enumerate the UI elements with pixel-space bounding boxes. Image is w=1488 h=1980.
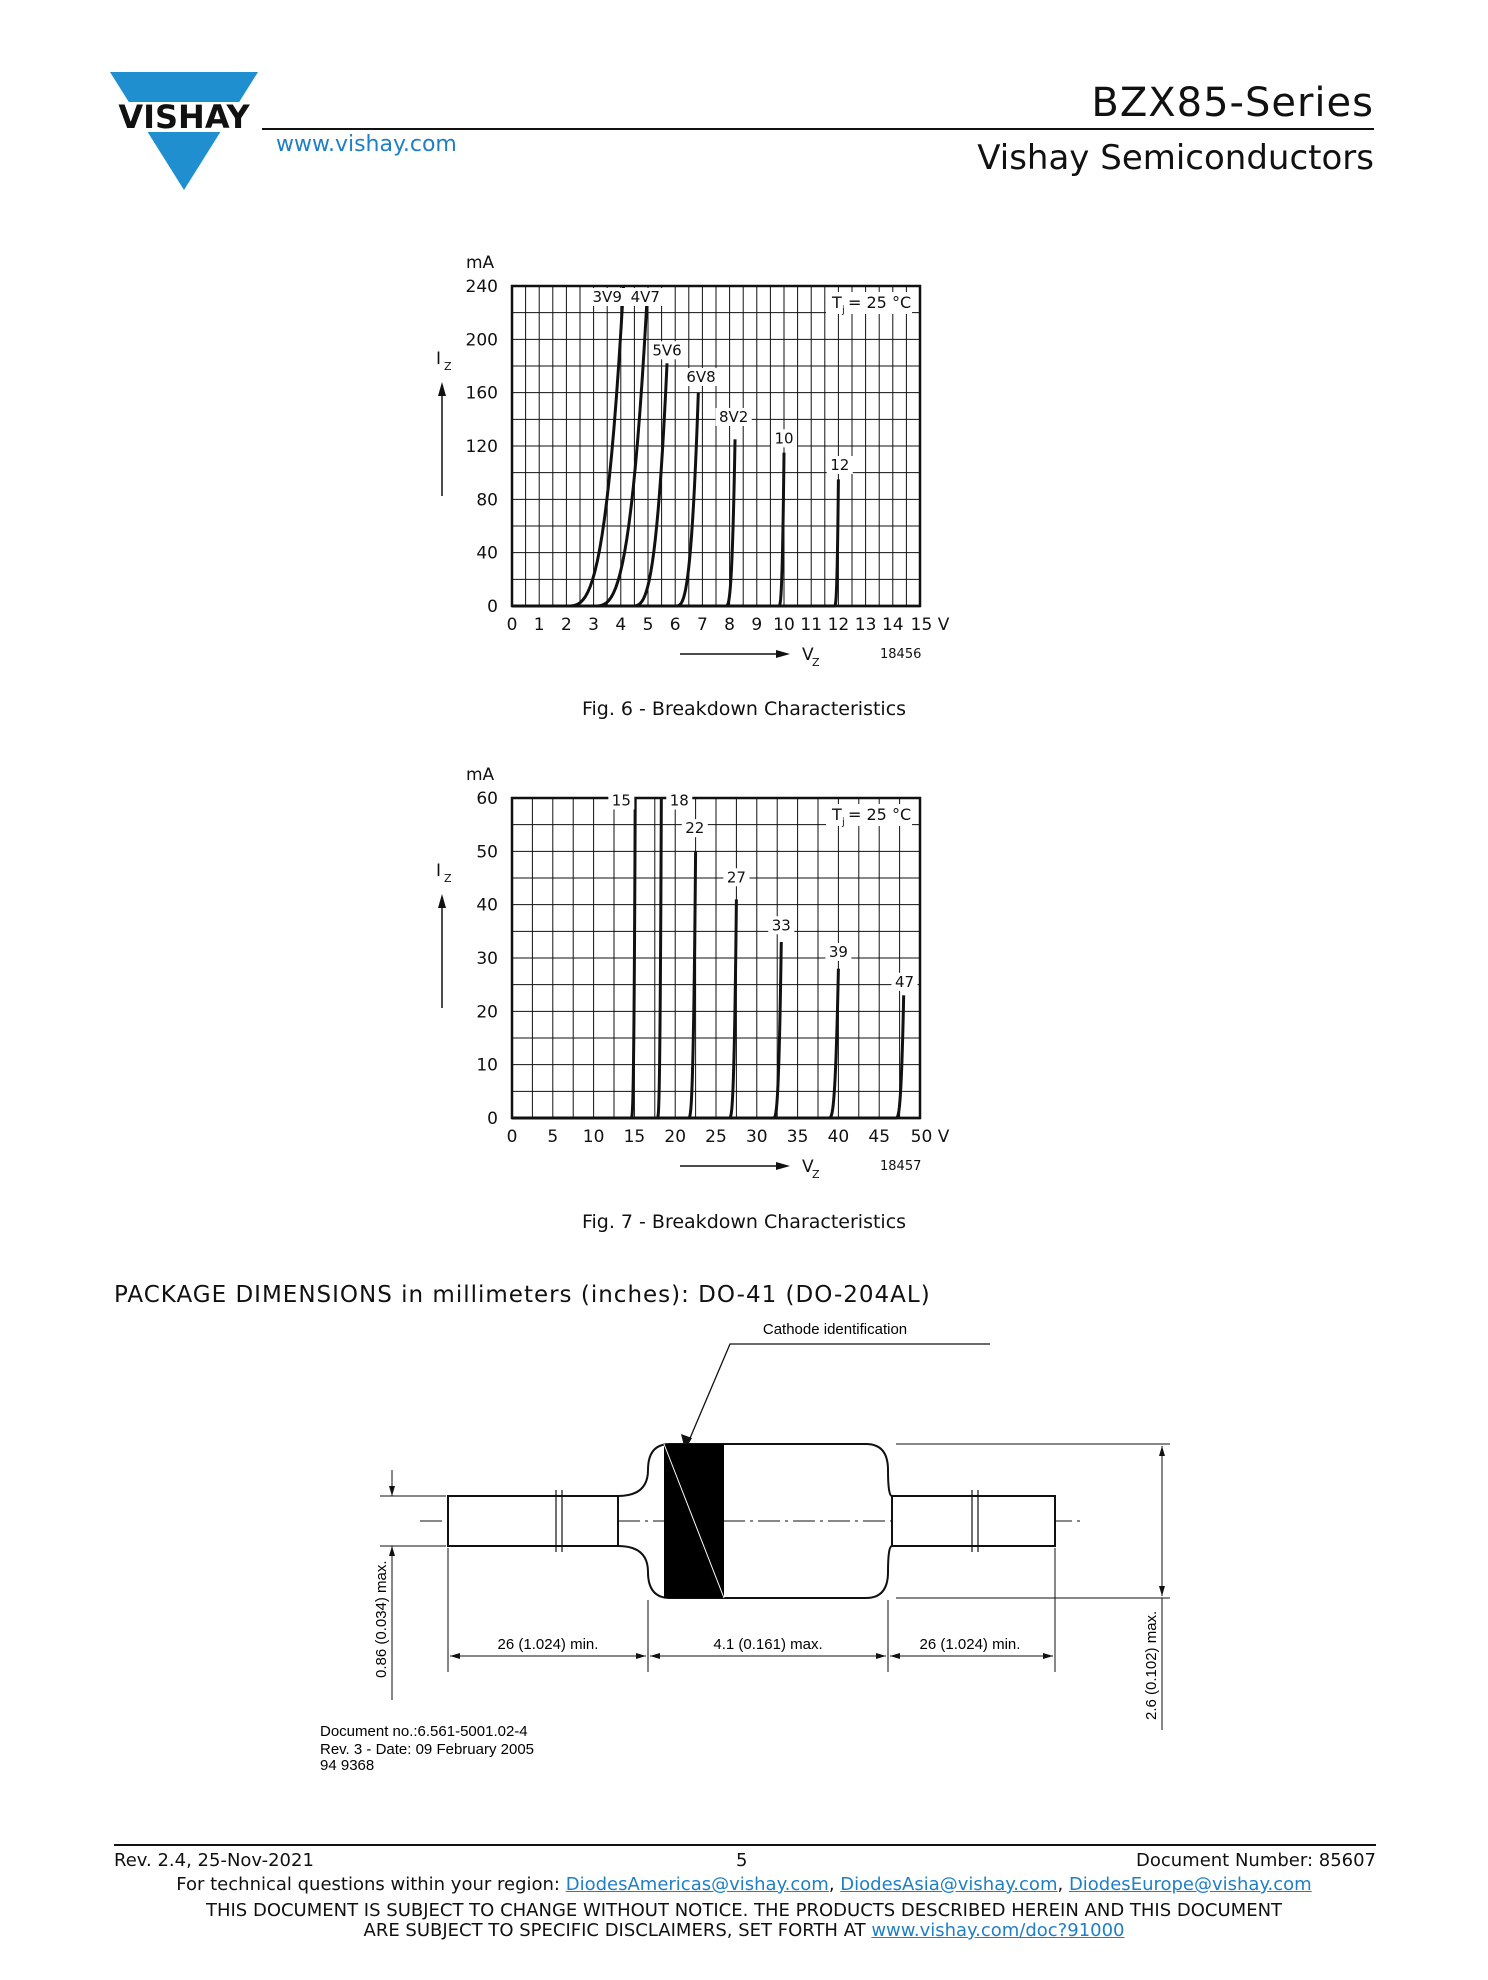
annotation-sub: j xyxy=(842,305,845,316)
tech-prefix: For technical questions within your region: xyxy=(176,1874,566,1895)
series-label-5V6: 5V6 xyxy=(652,341,682,360)
x-tick-label: 35 xyxy=(786,1127,809,1147)
x-tick-label: 5 xyxy=(642,615,654,635)
series-label-39: 39 xyxy=(828,942,848,961)
x-axis-label-sub: Z xyxy=(812,1168,820,1181)
y-tick-label: 40 xyxy=(476,543,498,564)
drawing-rev: Rev. 3 - Date: 09 February 2005 xyxy=(320,1741,534,1758)
y-axis-label: I xyxy=(436,349,442,369)
doc-subtitle: Vishay Semiconductors xyxy=(977,138,1374,178)
series-curve-5V6 xyxy=(512,363,667,606)
y-axis-arrowhead xyxy=(438,382,446,396)
separator: , xyxy=(1057,1874,1069,1895)
x-tick-label: 0 xyxy=(506,1127,518,1147)
figure-id: 18457 xyxy=(880,1159,922,1174)
body-diameter-dim: 2.6 (0.102) max. xyxy=(1143,1610,1160,1720)
series-label-27: 27 xyxy=(726,868,746,887)
y-tick-label: 0 xyxy=(487,597,498,617)
do41-package-drawing xyxy=(300,1310,1200,1780)
y-tick-label: 0 xyxy=(487,1109,498,1129)
document-number: Document Number: 85607 xyxy=(1135,1850,1376,1871)
x-tick-label: 15 V xyxy=(910,615,950,635)
right-lead xyxy=(885,1496,1055,1546)
y-tick-label: 80 xyxy=(476,490,498,511)
x-tick-label: 50 V xyxy=(910,1127,950,1147)
x-tick-label: 0 xyxy=(506,615,518,635)
left-lead xyxy=(448,1496,618,1546)
y-tick-label: 60 xyxy=(476,789,498,809)
separator: , xyxy=(828,1874,841,1895)
x-tick-label: 9 xyxy=(751,615,763,635)
series-curve-4V7 xyxy=(512,306,647,606)
y-axis-arrowhead xyxy=(438,894,446,908)
body-length-dim: 4.1 (0.161) max. xyxy=(713,1636,823,1653)
y-tick-label: 120 xyxy=(465,437,498,457)
email-asia-link[interactable]: DiodesAsia@vishay.com xyxy=(840,1874,1058,1895)
x-tick-label: 30 xyxy=(745,1127,768,1147)
series-label-12: 12 xyxy=(830,456,850,474)
tech-questions-line xyxy=(0,1874,1488,1895)
lead-left-dim: 26 (1.024) min. xyxy=(497,1636,599,1653)
x-tick-label: 3 xyxy=(588,615,600,635)
breakdown-chart-fig6 xyxy=(420,240,1080,680)
disclaimer-link[interactable]: www.vishay.com/doc?91000 xyxy=(871,1920,1125,1941)
series-curve-27 xyxy=(512,899,736,1118)
logo-text: VISHAY xyxy=(118,98,250,136)
figure-id: 18456 xyxy=(880,647,922,662)
fig6-caption: Fig. 6 - Breakdown Characteristics xyxy=(581,698,907,720)
x-tick-label: 12 xyxy=(827,615,850,635)
x-axis-label: V xyxy=(802,645,814,665)
y-tick-label: 50 xyxy=(476,842,498,863)
y-tick-label: 200 xyxy=(465,330,498,351)
annotation-label: T xyxy=(832,293,842,312)
y-axis-label: I xyxy=(436,861,442,881)
fig7-caption: Fig. 7 - Breakdown Characteristics xyxy=(581,1211,907,1233)
breakdown-chart-fig7 xyxy=(420,752,1080,1192)
series-curve-47 xyxy=(512,995,904,1118)
x-axis-label-sub: Z xyxy=(812,656,820,669)
chart-grid xyxy=(512,286,920,606)
x-tick-label: 10 xyxy=(582,1127,605,1147)
y-unit-label: mA xyxy=(466,765,495,785)
x-tick-label: 4 xyxy=(615,615,627,635)
cathode-label: Cathode identification xyxy=(762,1321,908,1338)
drawing-id: 94 9368 xyxy=(320,1757,375,1774)
x-tick-label: 5 xyxy=(547,1127,559,1147)
x-tick-label: 2 xyxy=(560,615,572,635)
x-tick-label: 15 xyxy=(623,1127,646,1147)
x-axis-label: V xyxy=(802,1157,814,1177)
y-tick-label: 40 xyxy=(476,895,498,916)
series-label-3V9: 3V9 xyxy=(592,288,622,306)
y-axis-label-sub: Z xyxy=(444,872,452,885)
x-axis-arrowhead xyxy=(776,650,790,658)
package-dimensions-heading: PACKAGE DIMENSIONS in millimeters (inches): DO-41 (DO-204AL) xyxy=(114,1282,931,1308)
x-tick-label: 20 xyxy=(664,1127,687,1147)
y-unit-label: mA xyxy=(466,253,495,273)
series-label-15: 15 xyxy=(611,791,631,810)
lead-right-dim: 26 (1.024) min. xyxy=(919,1636,1021,1653)
vishay-logo xyxy=(104,66,264,196)
series-label-18: 18 xyxy=(669,791,689,810)
disclaimer-text: ARE SUBJECT TO SPECIFIC DISCLAIMERS, SET FORTH AT xyxy=(363,1920,872,1941)
y-tick-label: 20 xyxy=(476,1002,498,1023)
x-axis-arrowhead xyxy=(776,1162,790,1170)
series-label-10: 10 xyxy=(774,429,794,448)
drawing-doc-no: Document no.:6.561-5001.02-4 xyxy=(320,1723,528,1740)
x-tick-label: 8 xyxy=(724,615,736,635)
series-label-33: 33 xyxy=(771,916,791,935)
email-americas-link[interactable]: DiodesAmericas@vishay.com xyxy=(565,1874,829,1895)
disclaimer-line-2 xyxy=(0,1920,1488,1941)
doc-title: BZX85-Series xyxy=(1091,80,1374,126)
email-europe-link[interactable]: DiodesEurope@vishay.com xyxy=(1068,1874,1312,1895)
x-tick-label: 10 xyxy=(773,615,795,635)
disclaimer-line-1: THIS DOCUMENT IS SUBJECT TO CHANGE WITHOUT NOTICE. THE PRODUCTS DESCRIBED HEREIN AND THIS DOCUMENT xyxy=(205,1900,1283,1921)
annotation-text: = 25 °C xyxy=(848,805,912,824)
page-number: 5 xyxy=(736,1850,748,1871)
vishay-url-link[interactable]: www.vishay.com xyxy=(276,132,457,157)
header-rule xyxy=(262,128,1374,130)
chart-grid xyxy=(512,798,920,1118)
footer-rule xyxy=(114,1844,1376,1846)
x-tick-label: 45 xyxy=(868,1127,891,1147)
series-label-6V8: 6V8 xyxy=(686,368,716,386)
y-tick-label: 160 xyxy=(465,383,498,404)
x-tick-label: 40 xyxy=(827,1127,850,1147)
x-tick-label: 11 xyxy=(800,615,823,635)
x-tick-label: 25 xyxy=(705,1127,727,1147)
annotation-label: T xyxy=(832,805,842,824)
x-tick-label: 14 xyxy=(881,615,904,635)
annotation-text: = 25 °C xyxy=(848,293,912,312)
series-label-22: 22 xyxy=(685,819,705,838)
y-tick-label: 30 xyxy=(476,949,498,969)
y-axis-label-sub: Z xyxy=(444,360,452,373)
x-tick-label: 13 xyxy=(854,615,877,635)
series-curve-8V2 xyxy=(512,439,735,606)
x-tick-label: 7 xyxy=(696,615,708,635)
series-label-47: 47 xyxy=(894,972,915,991)
x-tick-label: 6 xyxy=(669,615,681,635)
lead-diameter-dim: 0.86 (0.034) max. xyxy=(373,1560,390,1678)
series-label-8V2: 8V2 xyxy=(719,408,749,426)
series-label-4V7: 4V7 xyxy=(630,288,660,306)
x-tick-label: 1 xyxy=(533,615,545,635)
y-tick-label: 10 xyxy=(476,1055,498,1076)
footer-revision: Rev. 2.4, 25-Nov-2021 xyxy=(114,1850,314,1871)
annotation-sub: j xyxy=(842,817,845,828)
y-tick-label: 240 xyxy=(465,277,498,297)
